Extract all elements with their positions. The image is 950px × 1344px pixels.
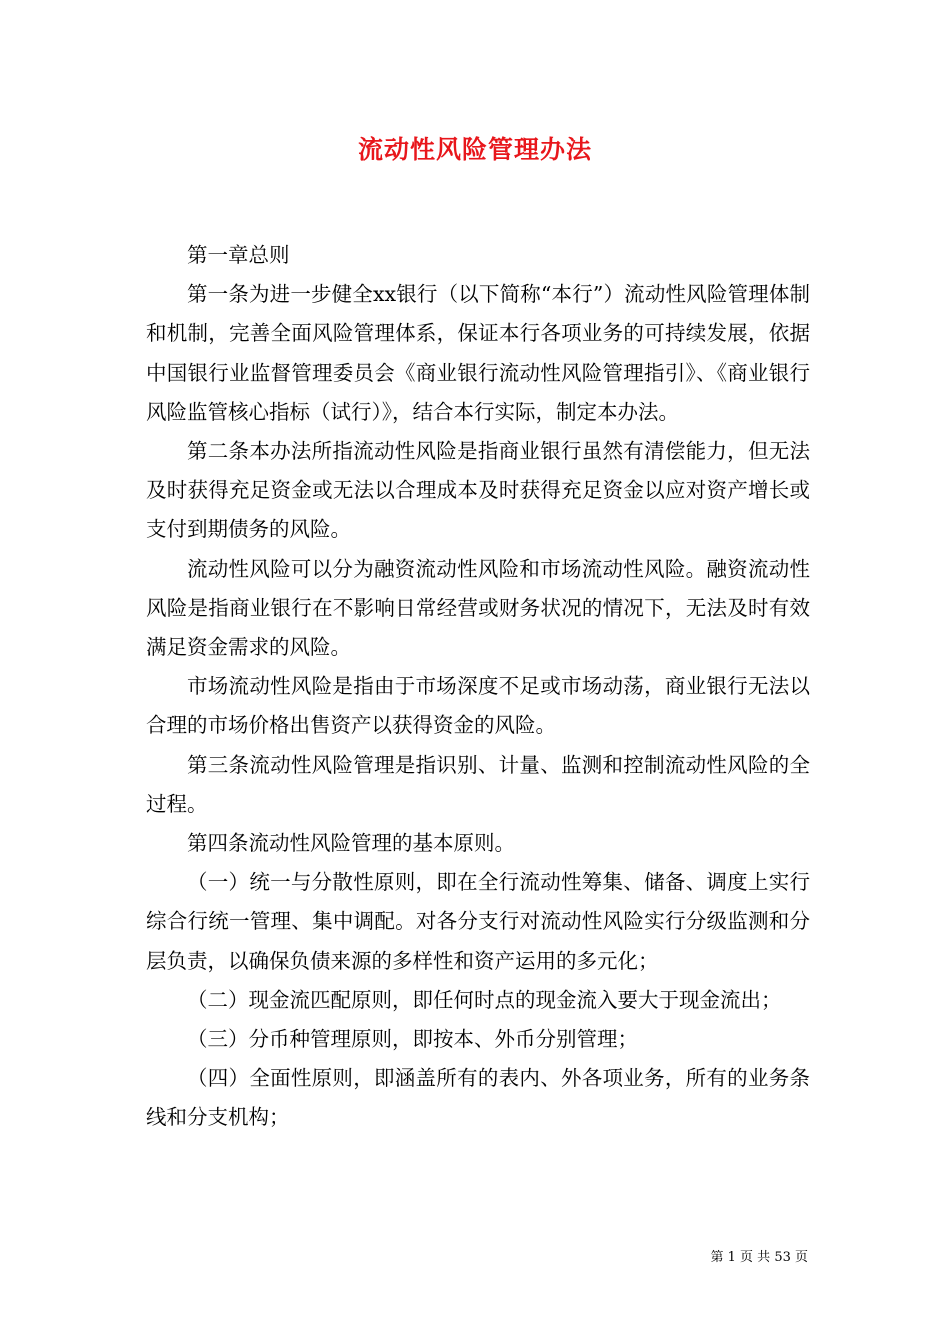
paragraph-principle-2: （二）现金流匹配原则，即任何时点的现金流入要大于现金流出； (187, 987, 782, 1012)
paragraph-principle-3: （三）分币种管理原则，即按本、外币分别管理； (187, 1027, 638, 1052)
paragraph-article-1: 第一条为进一步健全xx银行（以下简称“本行”）流动性风险管理体制和机制，完善全面风险管理体系，保证本行各项业务的可持续发展，依据中国银行业监督管理委员会《商业银行流动性风险管理指引》、《商业银行风险监管核心指标（试行）》，结合本行实际，制定本办法。 (146, 282, 810, 424)
paragraph-market-liquidity: 市场流动性风险是指由于市场深度不足或市场动荡，商业银行无法以合理的市场价格出售资产以获得资金的风险。 (146, 674, 810, 738)
paragraph-article-4: 第四条流动性风险管理的基本原则。 (187, 831, 515, 856)
chapter-heading: 第一章总则 (187, 243, 290, 267)
document-title: 流动性风险管理办法 (357, 135, 592, 164)
page-number-footer: 第 1 页 共 53 页 (710, 1250, 808, 1265)
paragraph-liquidity-types: 流动性风险可以分为融资流动性风险和市场流动性风险。融资流动性风险是指商业银行在不影响日常经营或财务状况的情况下，无法及时有效满足资金需求的风险。 (146, 556, 810, 660)
paragraph-article-2: 第二条本办法所指流动性风险是指商业银行虽然有清偿能力，但无法及时获得充足资金或无法以合理成本及时获得充足资金以应对资产增长或支付到期债务的风险。 (146, 439, 810, 542)
paragraph-article-3: 第三条流动性风险管理是指识别、计量、监测和控制流动性风险的全过程。 (146, 752, 810, 816)
document-body (146, 236, 810, 1138)
paragraph-principle-4: （四）全面性原则，即涵盖所有的表内、外各项业务，所有的业务条线和分支机构； (146, 1066, 810, 1130)
paragraph-principle-1: （一）统一与分散性原则，即在全行流动性筹集、储备、调度上实行综合行统一管理、集中调配。对各分支行对流动性风险实行分级监测和分层负责，以确保负债来源的多样性和资产运用的多元化； (146, 870, 810, 973)
